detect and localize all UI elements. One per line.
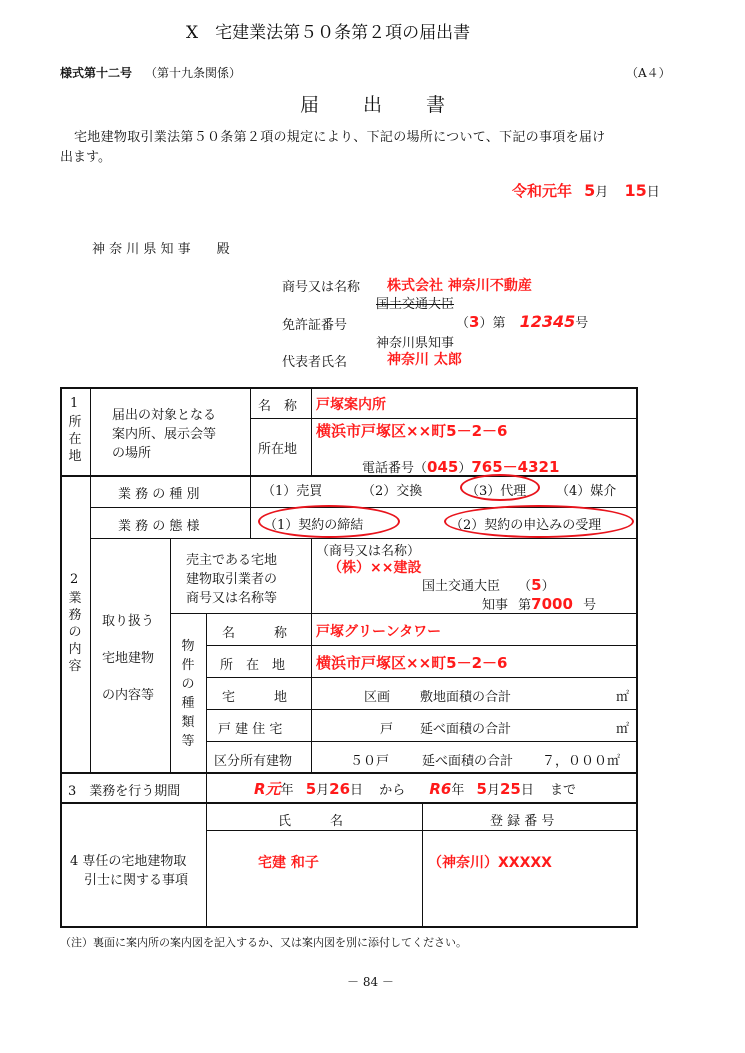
col-divider: [250, 388, 251, 475]
intro-line-1: 宅地建物取引業法第５０条第２項の規定により、下記の場所について、下記の事項を届け: [74, 130, 606, 145]
period-end-day-unit: 日: [520, 783, 534, 798]
row-divider: [206, 677, 638, 678]
document-title: 届 出 書: [300, 94, 448, 116]
date-era: 令和元年: [512, 182, 573, 200]
agent-label-line-1: 4 専任の宅地建物取: [70, 854, 187, 869]
location-address-value: 横浜市戸塚区××町5－2－6: [316, 422, 508, 440]
date-month: 5: [584, 181, 596, 200]
date-day-unit: 日: [646, 185, 660, 200]
selected-type-ring: [460, 474, 540, 501]
agent-reg-value: （神奈川）XXXXX: [428, 855, 552, 871]
seller-license-count: 5: [531, 576, 542, 594]
business-type-option-3: （3）代理: [466, 484, 527, 499]
period-end-era: R6: [429, 780, 452, 798]
house-unit: 戸: [380, 722, 394, 737]
agent-name-header: 氏 名: [278, 814, 344, 829]
row-divider: [250, 418, 638, 419]
representative-label: 代表者氏名: [282, 355, 348, 370]
period-start-day: 26: [329, 780, 351, 798]
paper-size: （A４）: [626, 66, 671, 80]
condo-units: ５０戸: [350, 754, 390, 769]
representative-value: 神奈川 太郎: [387, 352, 462, 368]
section-2-number: 2: [70, 572, 79, 587]
business-mode-option-1: （1）契約の締結: [264, 518, 364, 533]
addressee: 神 奈 川 県 知 事 殿: [92, 242, 230, 257]
seller-name-label: （商号又は名称）: [316, 544, 421, 559]
period-values: [254, 778, 576, 799]
property-type-label: 物件の種類等: [181, 639, 195, 749]
land-area-label: 敷地面積の合計: [420, 690, 512, 705]
applicant-name-label: 商号又は名称: [282, 280, 361, 295]
selected-mode-ring-2: [444, 505, 634, 538]
target-label-line-2: 案内所、展示会等: [112, 427, 217, 442]
row-divider: [206, 709, 638, 710]
target-label-line-1: 届出の対象となる: [112, 408, 217, 423]
property-address-value: 横浜市戸塚区××町5－2－6: [316, 654, 508, 672]
col-divider: [422, 803, 423, 928]
agent-reg-header: 登 録 番 号: [490, 814, 555, 829]
location-name-label: 名 称: [258, 399, 298, 414]
agent-name-value: 宅建 和子: [258, 855, 319, 871]
page-number: － 84 －: [347, 975, 394, 989]
land-unit: 区画: [364, 690, 391, 705]
section-2-label: 業務の内容: [68, 591, 82, 674]
period-end-month: 5: [476, 780, 487, 798]
submission-date: [512, 180, 660, 201]
seller-license-number: 7000: [531, 595, 573, 613]
seller-license-close: ）: [541, 579, 555, 594]
handled-label-line-1: 取り扱う: [102, 614, 155, 629]
period-end-year-unit: 年: [451, 783, 465, 798]
house-area-unit: ㎡: [616, 722, 630, 737]
row-divider: [90, 538, 638, 539]
license-number-value: 12345: [519, 312, 576, 331]
col-divider: [206, 773, 207, 928]
business-type-option-1: （1）売買: [262, 484, 323, 499]
business-mode-label: 業 務 の 態 様: [118, 519, 200, 534]
target-label-line-3: の場所: [112, 446, 152, 461]
phone-area-code: 045: [427, 458, 459, 476]
period-end-day: 25: [499, 780, 521, 798]
form-number: 様式第十二号: [60, 66, 133, 80]
agent-label-line-2: 引士に関する事項: [84, 873, 189, 888]
phone-label: 電話番号（: [362, 461, 428, 476]
period-start-month-unit: 月: [316, 783, 330, 798]
license-label: 免許証番号: [282, 318, 348, 333]
seller-license-dai: 第: [518, 598, 532, 613]
seller-label-line-3: 商号又は名称等: [186, 591, 278, 606]
location-address-label: 所在地: [258, 442, 298, 457]
period-from: から: [379, 783, 406, 798]
period-end-month-unit: 月: [486, 783, 500, 798]
date-month-unit: 月: [595, 185, 609, 200]
section-1-number: 1: [70, 396, 79, 411]
seller-governor: [482, 594, 596, 613]
property-address-label: 所 在 地: [220, 658, 286, 673]
business-type-label: 業 務 の 種 別: [118, 487, 200, 502]
col-divider: [250, 476, 251, 538]
seller-minister-label: 国土交通大臣: [422, 579, 501, 594]
selected-mode-ring-1: [258, 505, 400, 538]
license-number: [456, 312, 588, 331]
seller-license-open: （: [518, 579, 532, 594]
date-day: 15: [624, 181, 647, 200]
row-divider: [206, 741, 638, 742]
period-start-year-unit: 年: [280, 783, 294, 798]
business-type-option-2: （2）交換: [362, 484, 423, 499]
seller-name-value: （株）××建設: [328, 560, 422, 576]
col-divider: [206, 613, 207, 773]
row-divider: [170, 613, 638, 614]
col-divider: [311, 388, 312, 475]
col-divider: [311, 538, 312, 773]
section-title: Ⅹ 宅建業法第５０条第２項の届出書: [186, 23, 471, 43]
period-start-day-unit: 日: [350, 783, 364, 798]
footer-note: （注）裏面に案内所の案内図を記入するか、又は案内図を別に添付してください。: [60, 936, 467, 949]
col-divider: [170, 538, 171, 773]
authority-struck: 国土交通大臣: [376, 297, 455, 312]
location-name-value: 戸塚案内所: [316, 397, 386, 413]
condo-label: 区分所有建物: [214, 754, 293, 769]
license-paren-open: （: [456, 316, 470, 331]
applicant-name-value: 株式会社 神奈川不動産: [387, 278, 532, 294]
period-start-month: 5: [305, 780, 317, 798]
phone-local-number: 765－4321: [471, 458, 560, 476]
license-suffix: 号: [575, 316, 589, 331]
seller-label-line-2: 建物取引業者の: [186, 572, 278, 587]
business-mode-option-2: （2）契約の申込みの受理: [450, 518, 602, 533]
seller-license-go: 号: [583, 598, 597, 613]
handled-label-line-3: の内容等: [102, 688, 155, 703]
license-count: 3: [469, 313, 480, 331]
business-type-option-4: （4）媒介: [556, 484, 617, 499]
condo-area-label: 延べ面積の合計: [422, 754, 514, 769]
row-divider: [206, 645, 638, 646]
seller-label-line-1: 売主である宅地: [186, 553, 278, 568]
license-paren-close: ）第: [479, 316, 506, 331]
condo-area-value: ７，０００㎡: [542, 754, 621, 769]
phone-close: ）: [458, 461, 472, 476]
location-phone: [362, 456, 559, 477]
land-area-unit: ㎡: [616, 690, 630, 705]
intro-line-2: 出ます。: [60, 150, 111, 165]
handled-label-line-2: 宅地建物: [102, 651, 155, 666]
seller-governor-label: 知事: [482, 598, 509, 613]
form-rule: （第十九条関係）: [145, 66, 242, 80]
row-divider: [60, 772, 638, 774]
section-1-label: 所在地: [68, 415, 82, 464]
house-area-label: 延べ面積の合計: [420, 722, 512, 737]
col-divider: [90, 388, 91, 773]
period-label: 3 業務を行う期間: [68, 784, 181, 799]
period-start-era: R元: [254, 780, 281, 798]
row-divider: [60, 802, 638, 804]
period-until: まで: [550, 783, 577, 798]
property-name-value: 戸塚グリーンタワー: [316, 624, 442, 640]
house-label: 戸 建 住 宅: [218, 722, 283, 737]
land-label: 宅 地: [222, 690, 288, 705]
seller-minister: [422, 575, 555, 594]
property-name-label: 名 称: [222, 626, 288, 641]
authority-selected: 神奈川県知事: [376, 336, 455, 351]
